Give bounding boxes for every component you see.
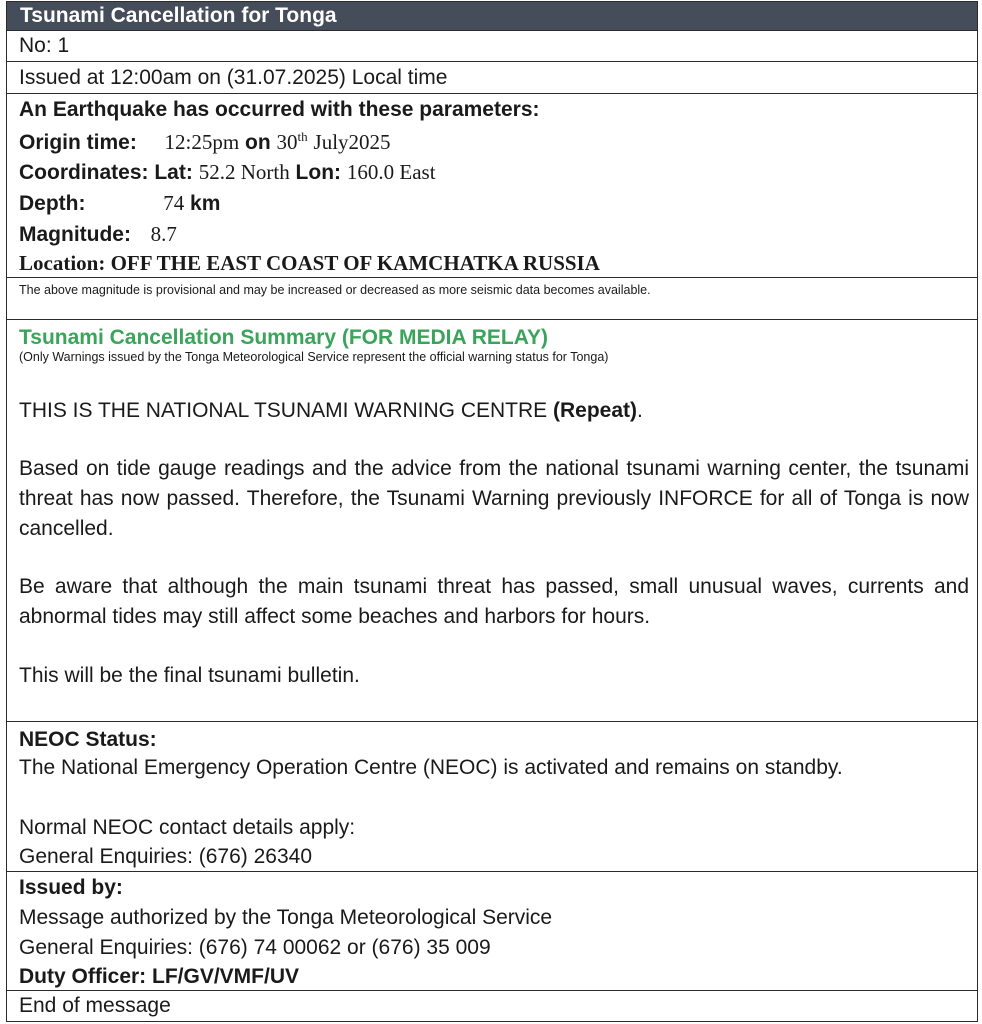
magnitude-value: 8.7 <box>150 222 177 246</box>
summary-heading: Tsunami Cancellation Summary (FOR MEDIA RELAY) <box>19 326 548 349</box>
lon-label: Lon: <box>295 161 342 184</box>
magnitude-line <box>19 222 177 247</box>
duty-officer: Duty Officer: LF/GV/VMF/UV <box>19 965 300 988</box>
lat-value: 52.2 North <box>198 160 290 184</box>
origin-time-label: Origin time: <box>19 131 137 154</box>
lon-value: 160.0 East <box>346 160 436 184</box>
lat-label: Lat: <box>154 161 193 184</box>
location-value: OFF THE EAST COAST OF KAMCHATKA RUSSIA <box>110 251 600 275</box>
issued-by-line-1: Message authorized by the Tonga Meteorological Service <box>19 906 553 929</box>
depth-label: Depth: <box>19 192 86 215</box>
issued-by-line-2: General Enquiries: (676) 74 00062 or (676) 35 009 <box>19 936 491 959</box>
bulletin-number-row <box>6 31 978 62</box>
summary-subnote: (Only Warnings issued by the Tonga Meteorological Service represent the official warning status for Tonga) <box>19 350 609 364</box>
origin-day-suffix: th <box>297 129 308 144</box>
summary-p1-text: THIS IS THE NATIONAL TSUNAMI WARNING CENTRE <box>19 399 553 422</box>
location-line <box>19 251 600 276</box>
summary-p1-end: . <box>637 399 643 422</box>
neoc-line-2: Normal NEOC contact details apply: <box>19 816 356 839</box>
magnitude-label: Magnitude: <box>19 223 131 246</box>
neoc-line-1: The National Emergency Operation Centre (NEOC) is activated and remains on standby. <box>19 756 843 779</box>
origin-day: 30 <box>276 130 298 154</box>
coordinates-label: Coordinates: <box>19 161 149 184</box>
summary-paragraph-2: Based on tide gauge readings and the advice from the national tsunami warning center, the tsunami threat has now passed. Therefore, the Tsunami Warning previously INFORCE for all of Tonga is now cancelled. <box>19 457 969 540</box>
provisional-note-row <box>6 278 978 320</box>
neoc-status-section <box>6 722 978 872</box>
origin-time-value: 12:25pm <box>164 130 240 154</box>
issued-at-row <box>6 62 978 94</box>
summary-paragraph-4: This will be the final tsunami bulletin. <box>19 664 360 687</box>
earthquake-heading: An Earthquake has occurred with these parameters: <box>19 98 540 121</box>
depth-value: 74 <box>163 191 185 215</box>
summary-paragraph-1 <box>19 396 969 426</box>
bulletin-document <box>6 1 980 1022</box>
neoc-line-3: General Enquiries: (676) 26340 <box>19 845 313 868</box>
origin-time-line <box>19 129 391 155</box>
bulletin-title-bar <box>6 1 978 31</box>
summary-paragraph-3: Be aware that although the main tsunami threat has passed, small unusual waves, currents and abnormal tides may still affect some beaches and harbors for hours. <box>19 575 969 628</box>
depth-line <box>19 191 220 216</box>
bulletin-title: Tsunami Cancellation for Tonga <box>20 4 337 27</box>
origin-month-year: July2025 <box>313 130 391 154</box>
issued-at: Issued at 12:00am on (31.07.2025) Local time <box>19 66 448 89</box>
origin-on-label: on <box>245 131 271 154</box>
tsunami-summary-section <box>6 320 978 722</box>
earthquake-parameters <box>6 94 978 278</box>
bulletin-number: No: 1 <box>19 34 70 57</box>
provisional-note: The above magnitude is provisional and may be increased or decreased as more seismic data becomes available. <box>19 283 651 297</box>
depth-unit: km <box>190 192 221 215</box>
issued-by-heading: Issued by: <box>19 876 123 899</box>
coordinates-line <box>19 160 436 185</box>
location-label: Location: <box>19 251 106 275</box>
neoc-heading: NEOC Status: <box>19 728 157 751</box>
issued-by-section <box>6 872 978 991</box>
end-of-message: End of message <box>19 994 171 1017</box>
end-of-message-row <box>6 991 978 1022</box>
summary-p1-bold: (Repeat) <box>553 399 638 422</box>
